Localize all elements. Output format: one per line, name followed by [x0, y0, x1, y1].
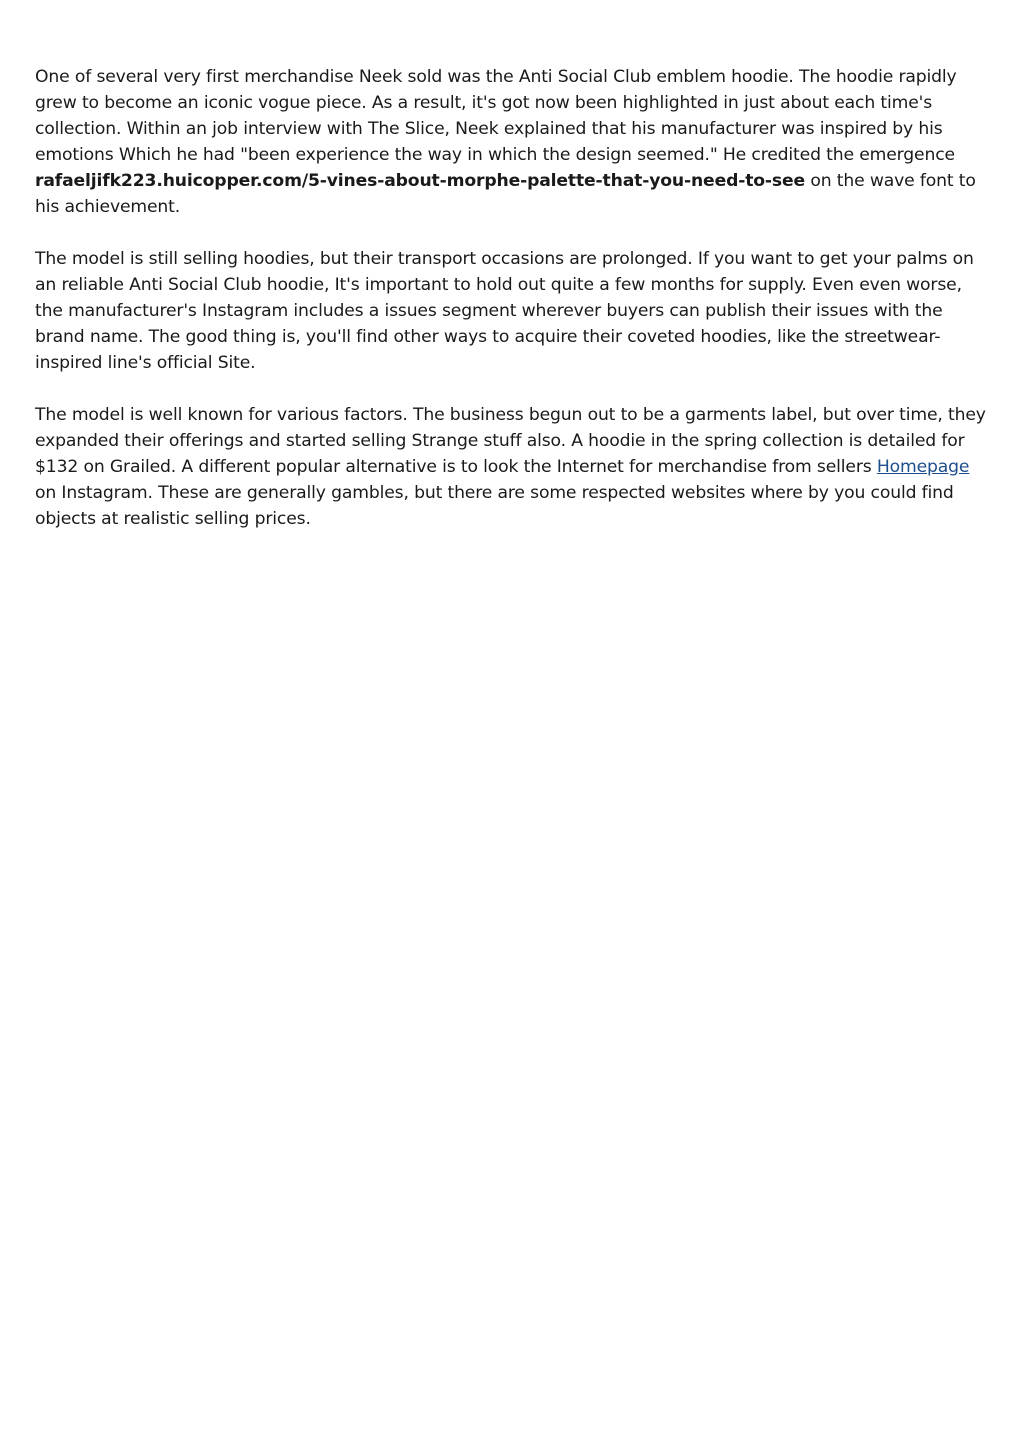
homepage-link[interactable]: Homepage — [876, 457, 970, 477]
paragraph-3-text-after: on Instagram. These are generally gambles, but there are some respected websites where by you could find objects at realistic selling prices. — [35, 483, 954, 529]
paragraph-2 — [35, 246, 992, 376]
paragraph-2-text: The model is still selling hoodies, but their transport occasions are prolonged. If you want to get your palms on an reliable Anti Social Club hoodie, It's important to hold out quite a few months for supply. Even even worse, the manufacturer's Instagram includes a issues segment wherever buyers can publish their issues with the brand name. The good thing is, you'll find other ways to acquire their coveted hoodies, like the streetwear-inspired line's official Site. — [35, 249, 974, 373]
paragraph-1-text-before: One of several very first merchandise Neek sold was the Anti Social Club emblem hoodie. The hoodie rapidly grew to become an iconic vogue piece. As a result, it's got now been highlighted in just about each time's collection. Within an job interview with The Slice, Neek explained that his manufacturer was inspired by his emotions Which he had "been experience the way in which the design seemed." He credited the emergence — [35, 67, 957, 165]
paragraph-1 — [35, 64, 992, 220]
paragraph-3-text-before: The model is well known for various factors. The business begun out to be a garments label, but over time, they expanded their offerings and started selling Strange stuff also. A hoodie in the spring collection is detailed for $132 on Grailed. A different popular alternative is to look the Internet for merchandise from sellers — [35, 405, 986, 477]
paragraph-3 — [35, 402, 992, 532]
paragraph-1-text-after: on the wave font to his achievement. — [35, 171, 976, 217]
bold-url-text: rafaeljifk223.huicopper.com/5-vines-about-morphe-palette-that-you-need-to-see — [35, 171, 806, 191]
